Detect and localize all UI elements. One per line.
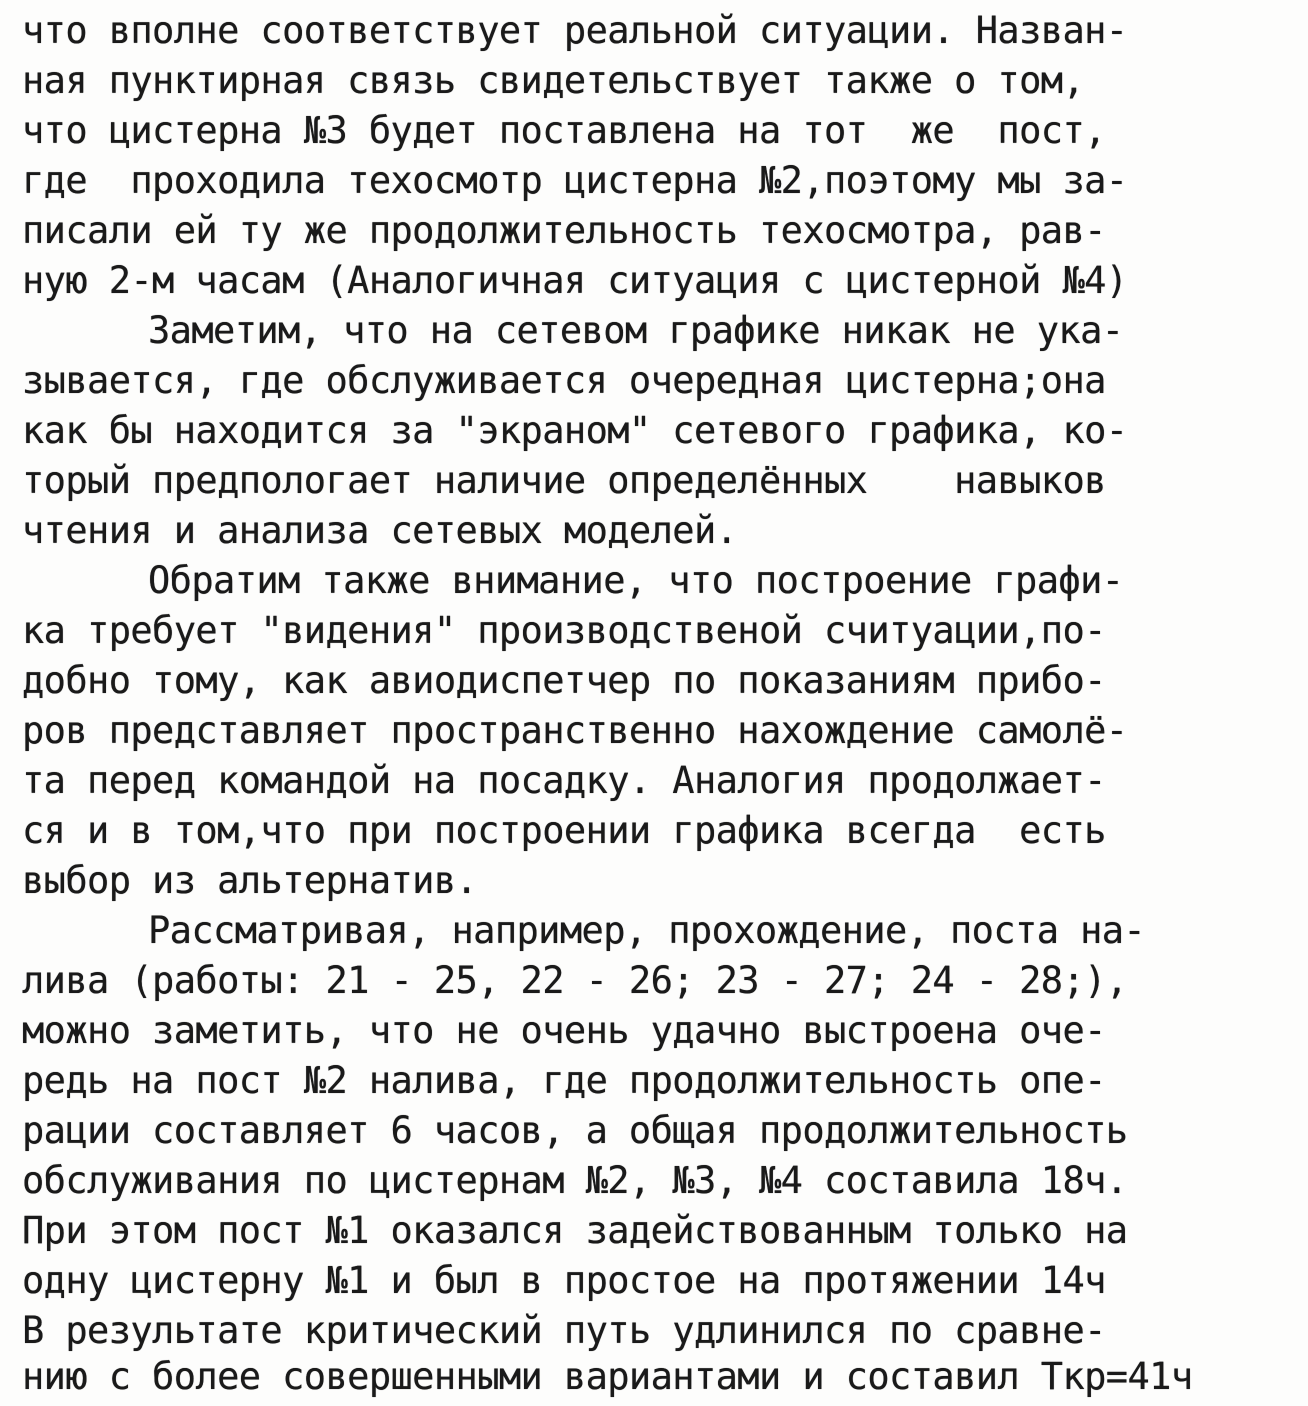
text-line: что вполне соответствует реальной ситуации. Назван- — [22, 9, 1128, 52]
text-line: писали ей ту же продолжительность техосмотра, рав- — [22, 209, 1106, 252]
text-line: выбор из альтернатив. — [22, 859, 478, 902]
text-line: торый предпологает наличие определённых навыков — [22, 459, 1106, 502]
text-line: где проходила техосмотр цистерна №2,поэтому мы за- — [22, 159, 1128, 202]
text-line: ная пунктирная связь свидетельствует также о том, — [22, 59, 1085, 102]
text-line: рации составляет 6 часов, а общая продолжительность — [22, 1109, 1128, 1152]
text-line: При этом пост №1 оказался задействованным только на — [22, 1209, 1128, 1252]
text-line: одну цистерну №1 и был в простое на протяжении 14ч — [22, 1259, 1106, 1302]
text-line: нию с более совершенными вариантами и составил Tкр=41ч — [22, 1355, 1193, 1398]
text-line: ров представляет пространственно нахождение самолё- — [22, 709, 1128, 752]
text-line: можно заметить, что не очень удачно выстроена оче- — [22, 1009, 1106, 1052]
paragraph-first-line: Обратим также внимание, что построение графи- — [148, 559, 1124, 602]
text-line: что цистерна №3 будет поставлена на тот же пост, — [22, 109, 1106, 152]
paragraph-first-line: Заметим, что на сетевом графике никак не ука- — [148, 309, 1124, 352]
text-line: обслуживания по цистернам №2, №3, №4 составила 18ч. — [22, 1159, 1128, 1202]
text-line: добно тому, как авиодиспетчер по показаниям прибо- — [22, 659, 1106, 702]
text-line: та перед командой на посадку. Аналогия продолжает- — [22, 759, 1106, 802]
text-line: В результате критический путь удлинился по сравне- — [22, 1309, 1106, 1352]
text-line: редь на пост №2 налива, где продолжительность опе- — [22, 1059, 1106, 1102]
text-line: чтения и анализа сетевых моделей. — [22, 509, 738, 552]
text-line: как бы находится за "экраном" сетевого графика, ко- — [22, 409, 1128, 452]
text-line: ную 2-м часам (Аналогичная ситуация с цистерной №4) — [22, 259, 1128, 302]
text-line: ся и в том,что при построении графика всегда есть — [22, 809, 1106, 852]
paragraph-first-line: Рассматривая, например, прохождение, поста на- — [148, 909, 1146, 952]
text-line: зывается, где обслуживается очередная цистерна;она — [22, 359, 1106, 402]
text-line: ка требует "видения" производственой считуации,по- — [22, 609, 1106, 652]
text-line: лива (работы: 21 - 25, 22 - 26; 23 - 27; 24 - 28;), — [22, 959, 1128, 1002]
